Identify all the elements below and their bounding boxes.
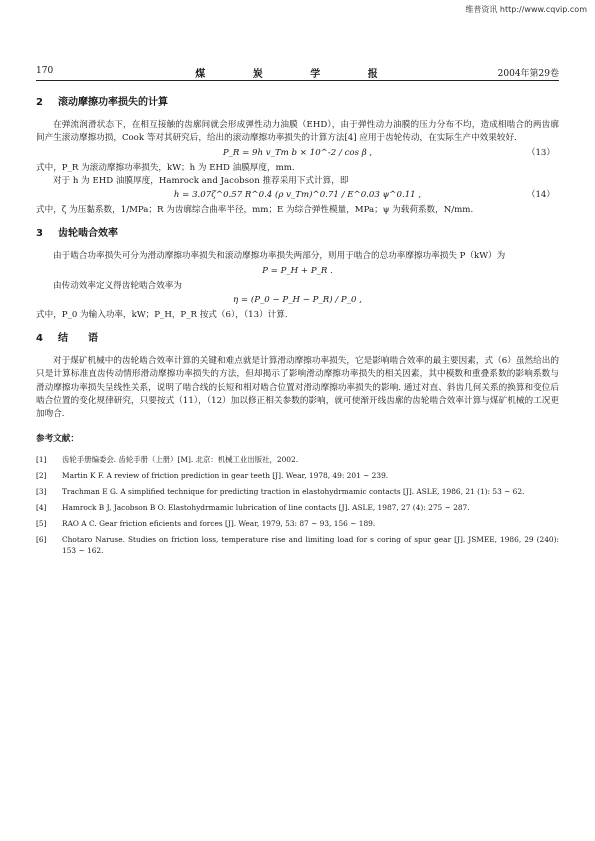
reference-item (36, 486, 559, 497)
reference-item (36, 534, 559, 556)
reference-number: [3] (36, 487, 47, 497)
reference-item (36, 470, 559, 481)
journal-title: 煤 炭 学 报 (195, 69, 400, 80)
equation-efficiency (36, 294, 559, 308)
equation-power (36, 265, 559, 279)
reference-text: Hamrock B J, Jacobson B O. Elastohydrmamic lubrication of line contacts [J]. ASLE, 1987, 27 (4): 275 ~ 287. (62, 503, 470, 513)
header-divider (36, 80, 559, 81)
equation-13 (36, 147, 559, 161)
section-title: 齿轮啮合效率 (58, 228, 118, 240)
section-number: 3 (36, 228, 43, 240)
reference-text: Martin K F. A review of friction prediction in gear teeth [J]. Wear, 1978, 49: 201 ~ 239. (62, 471, 389, 481)
reference-number: [2] (36, 471, 47, 481)
paragraph: 由于啮合功率损失可分为滑动摩擦功率损失和滚动摩擦功率损失两部分，则用于啮合的总功率摩擦功率损失 P（kW）为 (53, 251, 506, 262)
paragraph: 由传动效率定义得齿轮啮合效率为 (53, 280, 182, 291)
equation-expression: h = 3.07ζ^0.57 R^0.4 (ρ v_Tm)^0.71 / E^0.03 ψ^0.11 , (173, 190, 422, 201)
article-body (36, 96, 559, 561)
paragraph: 在弹流润滑状态下，在相互接触的齿廓间就会形成弹性动力油膜（EHD），由于弹性动力油膜的压力分布不均，造成相啮合的两齿廓间产生滚动摩擦功损，Cook 等对其研究后，给出的滚动摩擦功率损失的计算方法[4] 应用于齿轮传动，在实际生产中效果较好. (36, 120, 559, 144)
issue-label: 2004年第29卷 (497, 69, 559, 79)
page-number: 170 (36, 66, 54, 76)
section-number: 2 (36, 97, 43, 108)
section-3-heading (36, 227, 559, 240)
reference-item (36, 502, 559, 513)
reference-text: 齿轮手册编委会. 齿轮手册（上册）[M]. 北京：机械工业出版社，2002. (62, 455, 299, 465)
equation-expression: η = (P_0 − P_H − P_R) / P_0 , (233, 294, 362, 305)
reference-number: [4] (36, 503, 47, 513)
reference-number: [6] (36, 535, 47, 545)
paragraph: 式中，P_0 为输入功率，kW；P_H，P_R 按式（6），（13）计算. (36, 309, 288, 320)
reference-text: Chotaro Naruse. Studies on friction loss, temperature rise and limiting load for s coring of spur gear [J]. JSMEE, 1986, 29 (240): 153 ~ 162. (62, 535, 559, 556)
reference-number: [1] (36, 455, 47, 465)
section-number: 4 (36, 333, 43, 345)
reference-text: RAO A C. Gear friction eficients and forces [J]. Wear, 1979, 53: 87 ~ 93, 156 ~ 189. (62, 519, 376, 529)
equation-expression: P_R = 9h v_Tm b × 10^-2 / cos β , (222, 147, 373, 158)
reference-number: [5] (36, 519, 47, 529)
paragraph: 式中，P_R 为滚动摩擦功率损失，kW；h 为 EHD 油膜厚度，mm. (36, 162, 295, 173)
watermark-text: 维普资讯 http://www.cqvip.com (465, 5, 587, 14)
reference-item (36, 454, 559, 465)
equation-number: （13） (526, 147, 555, 158)
section-4-heading (36, 332, 559, 345)
section-title: 滚动摩擦功率损失的计算 (58, 97, 168, 108)
equation-number: （14） (526, 190, 555, 201)
reference-text: Trachman E G. A simplified technique for predicting traction in elastohydrmamic contacts [J]. ASLE, 1986, 21 (1): 53 ~ 62. (62, 487, 525, 497)
references-heading: 参考文献： (36, 434, 79, 445)
reference-list (36, 454, 559, 556)
equation-expression: P = P_H + P_R . (262, 265, 333, 276)
running-header (36, 66, 559, 80)
equation-14 (36, 189, 559, 203)
section-title: 结 语 (58, 333, 98, 345)
paragraph: 对于 h 为 EHD 油膜厚度，Hamrock and Jacobson 推荐采用下式计算，即 (53, 175, 349, 186)
reference-item (36, 518, 559, 529)
paragraph: 对于煤矿机械中的齿轮啮合效率计算的关键和难点就是计算滑动摩擦功率损失，它是影响啮合效率的最主要因素，式（6）虽然给出的只是计算标准直齿传动情形滑动摩擦功率损失的方法，但却揭示了影响滑动摩擦功率损失的相关因素，其中模数和重叠系数的影响系数与滑动摩擦功率损失呈线性关系，说明了啮合线的长短和相对啮合位置对滑动摩擦功率损失的影响. 通过对直、斜齿几何关系的换算和变位后啮合位置的变化规律研究，只要按式（11），（12）加以修正相关参数的影响，就可使渐开线齿廓的齿轮啮合效率计算与煤矿机械的工况更加吻合. (36, 356, 559, 420)
section-2-heading (36, 96, 559, 109)
paragraph: 式中，ζ 为压黏系数，1/MPa；R 为齿廓综合曲率半径，mm；E 为综合弹性模量，MPa；ψ 为载荷系数，N/mm. (36, 205, 474, 216)
